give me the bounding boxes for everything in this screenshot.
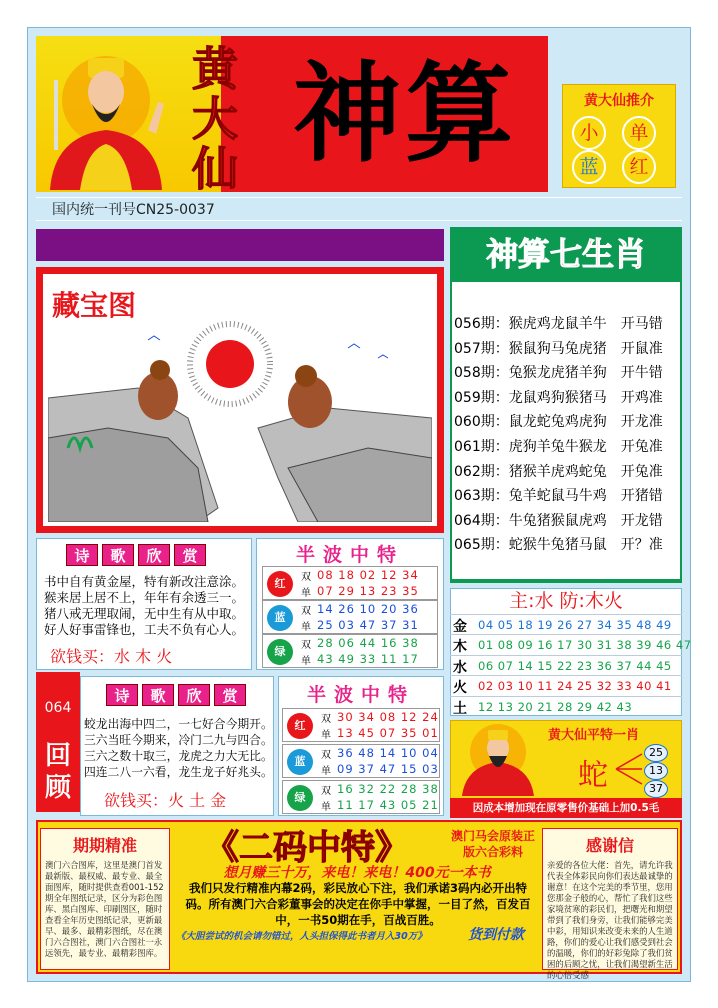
- review-issue: 064: [44, 700, 72, 716]
- table-row: [450, 655, 682, 676]
- table-row: [450, 614, 682, 635]
- ad-body: 我们只发行精准内幕2码，彩民放心下注，我们承诺3码内必开出特码。所有澳门六合彩董事会的决定在你手中掌握，一目了然，百发百中，一书50期在手，百战百胜。: [185, 881, 531, 927]
- even-numbers: 08 18 02 12 34: [317, 568, 419, 582]
- list-item: 059期：龙鼠鸡狗猴猪马 开鸡准: [454, 389, 663, 406]
- table-row: [262, 600, 438, 634]
- table-row: [262, 566, 438, 600]
- seven-zodiac-list: [452, 282, 680, 579]
- even-label: 双: [301, 606, 311, 617]
- slogan: 想月赚三十万，来电！来电！400元一本书: [223, 865, 491, 881]
- even-label: 双: [321, 750, 331, 761]
- table-row: [282, 780, 440, 814]
- color-badge: 绿: [287, 785, 313, 811]
- element-key: 火: [453, 680, 467, 697]
- poem-tag: 欣: [178, 684, 210, 706]
- element-key: 土: [453, 700, 467, 717]
- half-wave-title-1: 半波中特: [295, 544, 404, 566]
- two-code-title: 《二码中特》: [205, 828, 409, 868]
- accurate-text: 澳门六合图库，这里是澳门首发最新版、最权威、最专业、最全面图库，随时提供查看001-152期全年图纸记录，区分为彩色图库、黑白图库、印刷图区，随时查看全年历史图纸记录，更新最早、最多、最精彩图纸，尽在澳门六合图社，澳门六合图社一永远领先，最专业、最精彩图库。: [45, 860, 164, 958]
- color-badge: 红: [287, 713, 313, 739]
- element-key: 木: [453, 639, 467, 656]
- poem-tag: 歌: [102, 544, 134, 566]
- poem-lines-2: [84, 716, 274, 780]
- poem-tag: 欣: [138, 544, 170, 566]
- thanks-title: 感谢信: [585, 836, 634, 855]
- odd-label: 单: [301, 656, 311, 667]
- arrow-lines-icon: [614, 748, 644, 790]
- list-item: 058期：兔猴龙虎猪羊狗 开牛错: [454, 365, 663, 382]
- poem-tag: 赏: [214, 684, 246, 706]
- purple-divider: [36, 229, 444, 261]
- seven-zodiac-title: 神算七生肖: [485, 235, 646, 273]
- treasure-title: 藏宝图: [52, 289, 137, 322]
- list-item: 064期：牛兔猪猴鼠虎鸡 开龙错: [454, 512, 663, 529]
- poem-tags-2: [104, 684, 248, 706]
- poem-line: 好人好事雷锋也，工夫不负有心人。: [44, 622, 245, 637]
- element-numbers: 02 03 10 11 24 25 32 33 40 41: [478, 679, 672, 694]
- promo-item-4: 红: [622, 150, 656, 184]
- list-item: 063期：兔羊蛇鼠马牛鸡 开猪错: [454, 488, 663, 505]
- one-zodiac-value: 蛇: [578, 758, 608, 793]
- list-item: 065期：蛇猴牛兔猪马鼠 开？准: [454, 537, 663, 554]
- color-badge: 蓝: [287, 749, 313, 775]
- promo-item-3: 蓝: [572, 150, 606, 184]
- list-item: 056期：猴虎鸡龙鼠羊牛 开马错: [454, 316, 663, 332]
- one-zodiac-ball: 25: [644, 744, 668, 762]
- table-row: [450, 675, 682, 696]
- table-row: [262, 634, 438, 668]
- price-notice: 因成本增加现在原零售价基础上加0.5毛: [450, 798, 682, 818]
- even-label: 双: [301, 640, 311, 651]
- ad-note: 《大胆尝试的机会请勿错过，人头担保得此书者月入30万》: [176, 931, 427, 942]
- table-row: [282, 708, 440, 742]
- odd-numbers: 13 45 07 35 01: [337, 726, 439, 740]
- element-numbers: 04 05 18 19 26 27 34 35 48 49: [478, 618, 672, 632]
- color-badge: 绿: [267, 639, 293, 665]
- element-key: 水: [453, 659, 467, 676]
- poem-line: 四连二八一六看，龙生龙子好兆头。: [84, 765, 273, 779]
- list-item: 057期：猴鼠狗马兔虎猪 开鼠准: [454, 340, 663, 357]
- poem-tags-1: [64, 544, 208, 566]
- odd-numbers: 11 17 43 05 21: [337, 798, 439, 812]
- poem-line: 书中自有黄金屋，特有新改注意涂。: [44, 574, 245, 589]
- one-zodiac-ball: 37: [644, 780, 668, 798]
- even-label: 双: [301, 572, 311, 583]
- table-row: [450, 696, 682, 717]
- treasure-illustration-icon: [48, 318, 432, 522]
- poem-buy-2: 欲钱买：火 土 金: [104, 791, 227, 810]
- issn-bar: 国内统一刊号CN25-0037: [36, 197, 682, 221]
- poem-line: 猪八戒无理取闹，无中生有从中取。: [44, 606, 245, 621]
- color-badge: 蓝: [267, 605, 293, 631]
- even-label: 双: [321, 714, 331, 725]
- list-item: 060期：鼠龙蛇兔鸡虎狗 开龙准: [454, 414, 663, 431]
- odd-numbers: 25 03 47 37 31: [317, 618, 419, 632]
- half-wave-title-2: 半波中特: [306, 684, 415, 706]
- thanks-panel: [542, 828, 678, 980]
- table-row: [450, 634, 692, 656]
- even-label: 双: [321, 786, 331, 797]
- list-item: 062期：猪猴羊虎鸡蛇兔 开兔准: [454, 463, 663, 480]
- one-zodiac-title: 黄大仙平特一肖: [548, 728, 640, 743]
- one-zodiac-ball: 13: [644, 762, 668, 780]
- even-numbers: 36 48 14 10 04: [337, 746, 439, 760]
- even-numbers: 14 26 10 20 36: [317, 602, 419, 616]
- poem-line: 三六之数十取三，龙虎之力大无比。: [84, 749, 273, 763]
- poem-lines-1: [44, 574, 250, 638]
- elements-title: 主:水 防:木火: [509, 590, 623, 612]
- cod-label: 货到付款: [468, 927, 524, 943]
- poem-tag: 诗: [106, 684, 138, 706]
- odd-numbers: 07 29 13 23 35: [317, 584, 419, 598]
- even-numbers: 16 32 22 28 38: [337, 782, 439, 796]
- deity-illustration-icon: [40, 40, 172, 190]
- promo-title: 黄大仙推介: [584, 93, 654, 109]
- poem-line: 三六当旺今期来，冷门二九与四合。: [84, 733, 273, 747]
- thanks-text: 亲爱的各位大佬：首先，请允许我代表全体彩民向你们表达最诚挚的谢意！在这个完美的季节里，您用您那金子般的心，帮忙了我们这些家境贫寒的彩民们，把曙光和期望带到了我们身旁，让我们能够完美中彩，用知识来改变未来的人生道路，你们的爱心让我们感受到社会的温暖，你们的好彩兔除了我们贫困的后顾之忧，让我们渴望新生活的心倍受感: [547, 860, 673, 980]
- promo-item-2: 单: [622, 116, 656, 150]
- poem-tag: 诗: [66, 544, 98, 566]
- odd-numbers: 43 49 33 11 17: [317, 652, 419, 666]
- header-title-small: 黄大仙: [192, 42, 238, 196]
- element-key: 金: [453, 619, 467, 635]
- review-label: 回顾: [44, 741, 71, 803]
- table-row: [282, 744, 440, 778]
- odd-label: 单: [301, 588, 311, 599]
- odd-numbers: 09 37 47 15 03: [337, 762, 439, 776]
- odd-label: 单: [321, 730, 331, 741]
- poem-line: 猴来居上居不上，年年有余透三一。: [44, 590, 245, 605]
- poem-buy-1: 欲钱买：水 木 火: [50, 647, 173, 666]
- element-numbers: 12 13 20 21 28 29 42 43: [478, 699, 633, 714]
- color-badge: 红: [267, 571, 293, 597]
- promo-item-1: 小: [572, 116, 606, 150]
- poem-tag: 歌: [142, 684, 174, 706]
- accurate-panel: [40, 828, 170, 970]
- element-numbers: 01 08 09 16 17 30 31 38 39 46 47: [478, 638, 692, 653]
- even-numbers: 30 34 08 12 24: [337, 710, 439, 724]
- deity-small-icon: [456, 722, 540, 796]
- accurate-title: 期期精准: [72, 836, 137, 855]
- odd-label: 单: [301, 622, 311, 633]
- poem-tag: 赏: [174, 544, 206, 566]
- poem-line: 蛟龙出海中四二，一七好合今期开。: [84, 717, 273, 731]
- element-numbers: 06 07 14 15 22 23 36 37 44 45: [478, 658, 672, 673]
- odd-label: 单: [321, 766, 331, 777]
- header-title: 神算: [292, 51, 517, 177]
- odd-label: 单: [321, 802, 331, 813]
- list-item: 061期：虎狗羊兔牛猴龙 开兔准: [454, 438, 663, 455]
- even-numbers: 28 06 44 16 38: [317, 636, 419, 650]
- macau-label: 澳门马会原装正版六合彩料: [450, 829, 535, 859]
